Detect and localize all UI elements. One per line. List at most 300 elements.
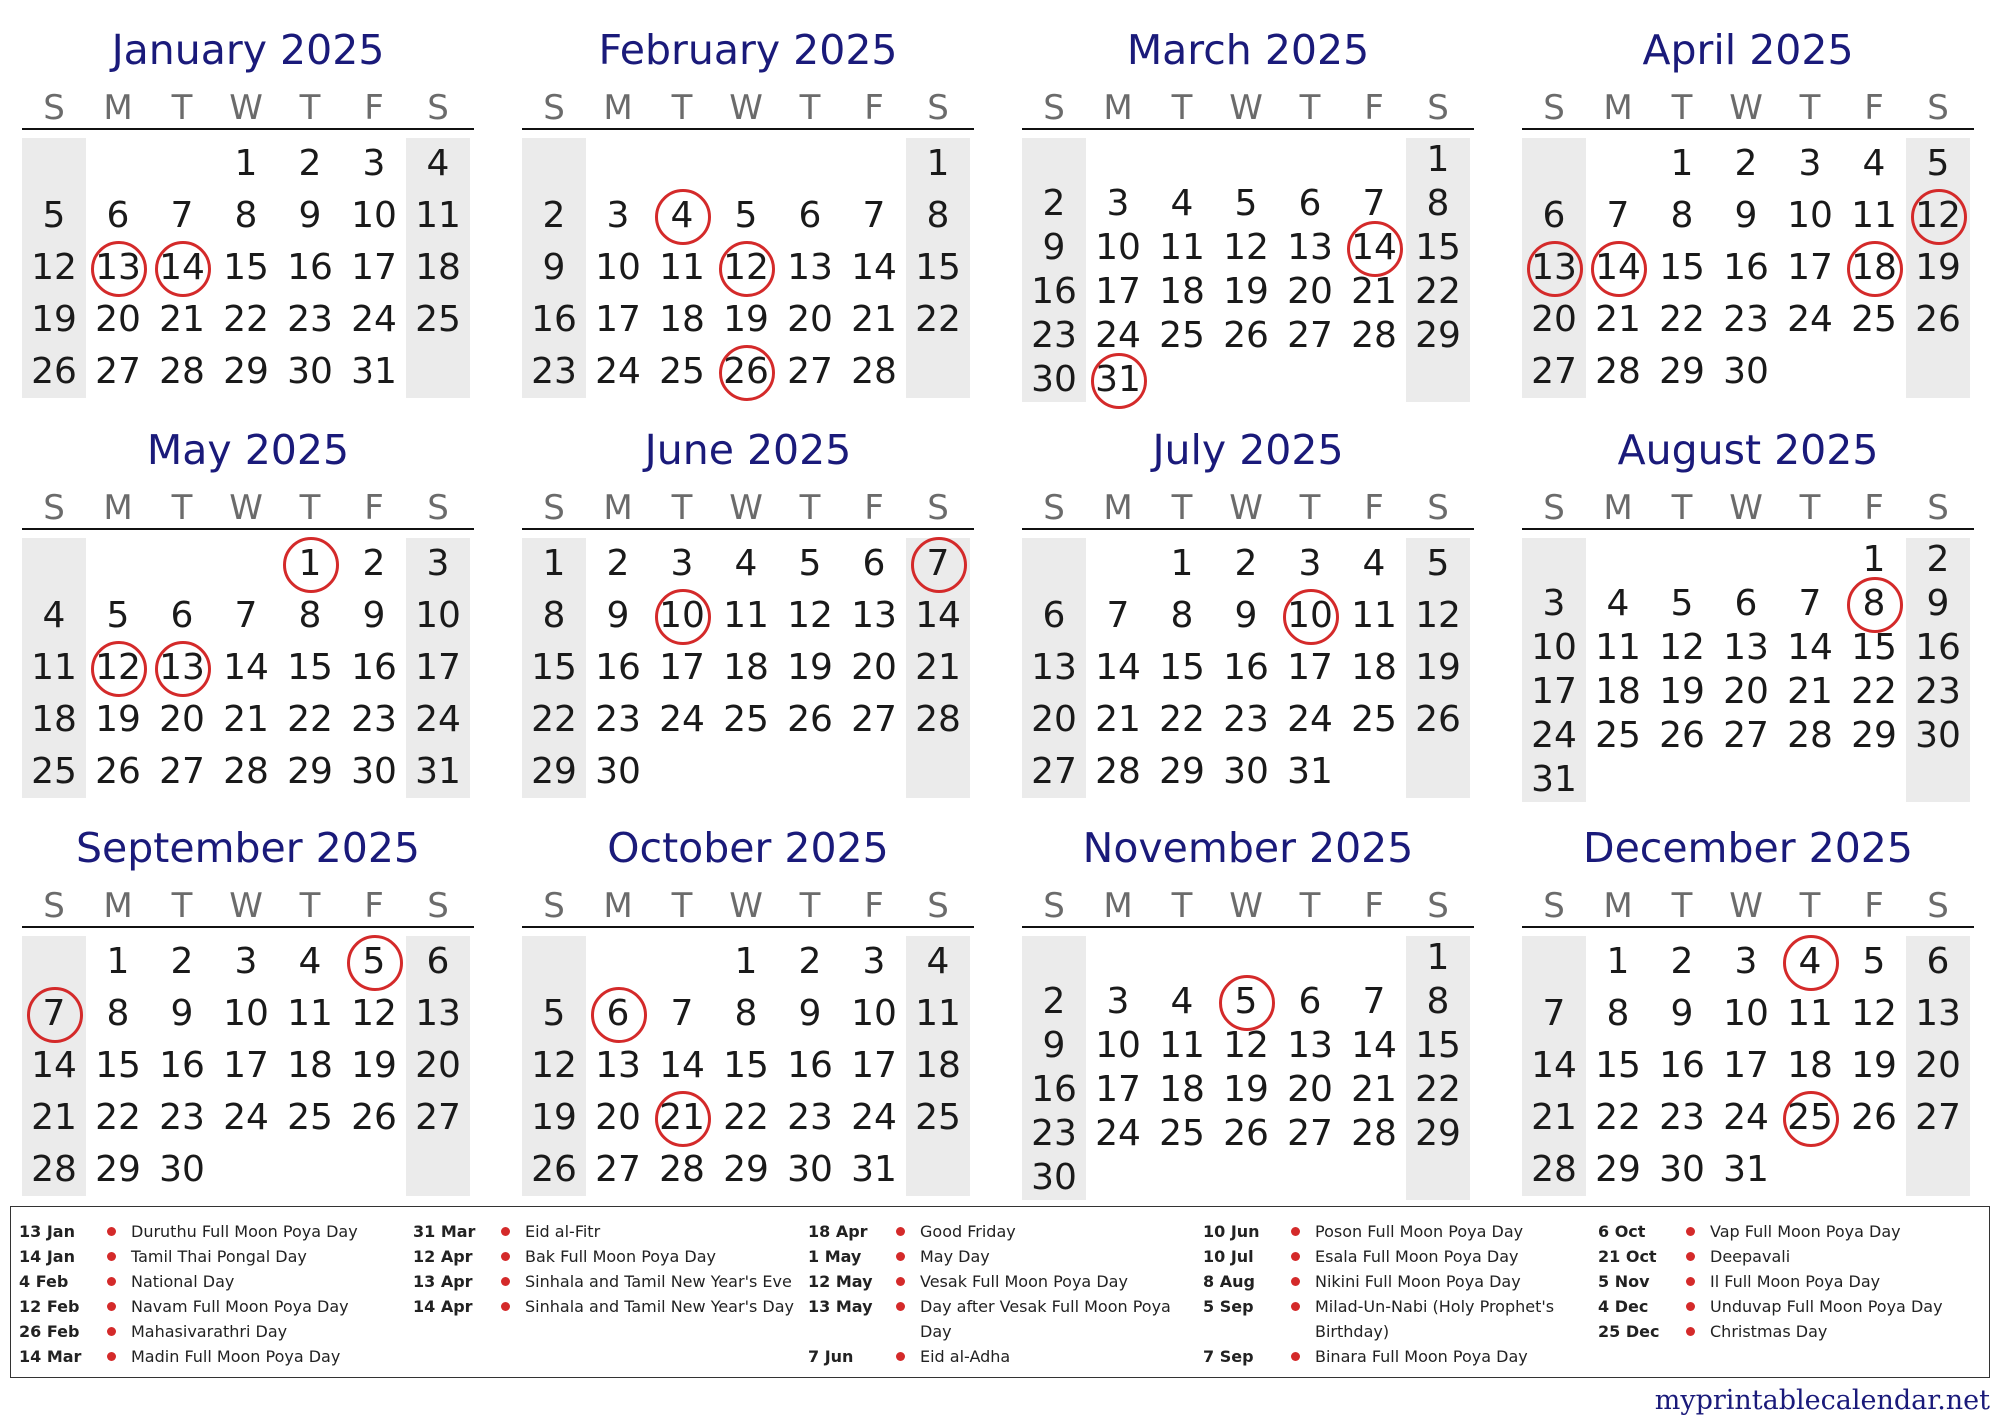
day-cell: 14 — [915, 595, 961, 636]
holiday-day: 12 — [714, 246, 778, 290]
day-cell: 27 — [787, 351, 833, 392]
weekday-header — [522, 488, 974, 530]
day-cell: 14 — [1531, 1045, 1577, 1086]
day-cell: 3 — [670, 543, 694, 584]
bullet-dot-icon — [896, 1252, 905, 1261]
day-cell: 9 — [1670, 993, 1694, 1034]
day-cell: 24 — [595, 351, 641, 392]
weekday-label: S — [543, 488, 565, 528]
weekday-label: T — [1671, 88, 1693, 128]
day-cell: 6 — [1926, 941, 1950, 982]
day-cell: 23 — [1031, 1113, 1077, 1154]
day-cell: 13 — [787, 247, 833, 288]
month-title: November 2025 — [1082, 824, 1414, 872]
day-cell: 3 — [1542, 583, 1566, 624]
holiday-day: 8 — [1842, 582, 1906, 626]
bullet-dot-icon — [896, 1227, 905, 1236]
bullet-dot-icon — [1686, 1327, 1695, 1336]
legend-date: 10 Jul — [1203, 1247, 1254, 1266]
weekday-label: F — [1364, 488, 1384, 528]
day-cell: 28 — [1787, 715, 1833, 756]
weekday-label: F — [1364, 886, 1384, 926]
day-cell: 18 — [31, 699, 77, 740]
day-cell: 11 — [915, 993, 961, 1034]
legend-holiday-name: Navam Full Moon Poya Day — [131, 1297, 349, 1316]
day-cell: 2 — [1234, 543, 1258, 584]
day-cell: 6 — [1298, 981, 1322, 1022]
legend-holiday-name: Esala Full Moon Poya Day — [1315, 1247, 1519, 1266]
legend-date: 21 Oct — [1598, 1247, 1657, 1266]
day-cell: 22 — [1415, 271, 1461, 312]
month-calendar — [1022, 808, 1474, 1208]
day-cell: 1 — [1426, 139, 1450, 180]
day-cell: 16 — [1659, 1045, 1705, 1086]
weekday-label: T — [299, 488, 321, 528]
legend-entry — [413, 1269, 808, 1294]
day-cell: 22 — [1595, 1097, 1641, 1138]
legend-column — [1598, 1219, 1993, 1344]
day-cell: 31 — [1531, 759, 1577, 800]
day-cell: 16 — [1915, 627, 1961, 668]
day-cell: 22 — [1851, 671, 1897, 712]
day-cell: 31 — [1287, 751, 1333, 792]
day-cell: 5 — [734, 195, 758, 236]
day-cell: 5 — [1862, 941, 1886, 982]
day-cell: 8 — [542, 595, 566, 636]
month-title: May 2025 — [146, 426, 350, 474]
month-title: August 2025 — [1617, 426, 1879, 474]
legend-holiday-name: Sinhala and Tamil New Year's Day — [525, 1297, 794, 1316]
day-cell: 20 — [159, 699, 205, 740]
day-cell: 14 — [851, 247, 897, 288]
day-cell: 13 — [1287, 227, 1333, 268]
legend-holiday-name: Eid al-Fitr — [525, 1222, 601, 1241]
weekday-label: T — [1671, 488, 1693, 528]
day-cell: 29 — [287, 751, 333, 792]
month-calendar — [1022, 10, 1474, 410]
day-cell: 7 — [170, 195, 194, 236]
day-cell: 8 — [298, 595, 322, 636]
day-cell: 17 — [415, 647, 461, 688]
month-calendar — [22, 808, 474, 1208]
day-cell: 12 — [1223, 1025, 1269, 1066]
day-cell: 22 — [915, 299, 961, 340]
day-cell: 17 — [1287, 647, 1333, 688]
day-cell: 3 — [862, 941, 886, 982]
legend-entry — [1598, 1269, 1993, 1294]
bullet-dot-icon — [107, 1302, 116, 1311]
day-cell: 18 — [1159, 1069, 1205, 1110]
weekday-label: W — [1729, 88, 1763, 128]
day-cell: 20 — [787, 299, 833, 340]
day-cell: 10 — [1723, 993, 1769, 1034]
day-cell: 7 — [670, 993, 694, 1034]
legend-date: 1 May — [808, 1247, 862, 1266]
legend-holiday-name: Poson Full Moon Poya Day — [1315, 1222, 1524, 1241]
day-cell: 19 — [1915, 247, 1961, 288]
day-cell: 27 — [1287, 1113, 1333, 1154]
legend-holiday-name: National Day — [131, 1272, 235, 1291]
month-title: June 2025 — [644, 426, 852, 474]
day-cell: 25 — [287, 1097, 333, 1138]
day-cell: 8 — [926, 195, 950, 236]
day-cell: 5 — [542, 993, 566, 1034]
legend-date: 26 Feb — [19, 1322, 80, 1341]
holiday-day: 14 — [1586, 246, 1650, 290]
day-cell: 27 — [1031, 751, 1077, 792]
legend-column — [413, 1219, 808, 1319]
day-cell: 16 — [595, 647, 641, 688]
holiday-day: 31 — [1086, 358, 1150, 402]
day-cell: 8 — [106, 993, 130, 1034]
holiday-day: 4 — [650, 194, 714, 238]
day-cell: 29 — [1659, 351, 1705, 392]
legend-date: 6 Oct — [1598, 1222, 1646, 1241]
weekday-label: S — [1427, 488, 1449, 528]
weekday-label: T — [799, 488, 821, 528]
day-cell: 6 — [1542, 195, 1566, 236]
legend-column — [19, 1219, 414, 1369]
day-cell: 8 — [1670, 195, 1694, 236]
day-cell: 15 — [1851, 627, 1897, 668]
holiday-day: 21 — [650, 1096, 714, 1140]
weekday-label: T — [1799, 88, 1821, 128]
day-cell: 16 — [351, 647, 397, 688]
day-cell: 3 — [1106, 183, 1130, 224]
day-cell: 10 — [1095, 1025, 1141, 1066]
bullet-dot-icon — [896, 1352, 905, 1361]
day-cell: 23 — [287, 299, 333, 340]
day-cell: 24 — [415, 699, 461, 740]
weekday-label: W — [1229, 886, 1263, 926]
holiday-day: 5 — [342, 940, 406, 984]
legend-date: 13 May — [808, 1297, 873, 1316]
day-cell: 10 — [595, 247, 641, 288]
day-cell: 20 — [1031, 699, 1077, 740]
legend-date: 14 Mar — [19, 1347, 82, 1366]
weekday-label: T — [1171, 886, 1193, 926]
weekday-header — [22, 886, 474, 928]
day-cell: 23 — [1723, 299, 1769, 340]
legend-date: 8 Aug — [1203, 1272, 1255, 1291]
day-cell: 24 — [1287, 699, 1333, 740]
legend-column — [1203, 1219, 1598, 1369]
day-cell: 24 — [1095, 315, 1141, 356]
legend-entry — [19, 1219, 414, 1244]
day-cell: 15 — [1415, 1025, 1461, 1066]
day-cell: 6 — [106, 195, 130, 236]
day-cell: 8 — [234, 195, 258, 236]
day-cell: 30 — [1723, 351, 1769, 392]
weekday-label: W — [1729, 886, 1763, 926]
day-cell: 8 — [734, 993, 758, 1034]
day-cell: 1 — [1170, 543, 1194, 584]
weekday-label: T — [1799, 886, 1821, 926]
day-cell: 26 — [1915, 299, 1961, 340]
day-cell: 23 — [1031, 315, 1077, 356]
day-cell: 25 — [1159, 1113, 1205, 1154]
day-cell: 11 — [1787, 993, 1833, 1034]
day-cell: 11 — [1159, 1025, 1205, 1066]
weekday-label: M — [1103, 886, 1133, 926]
weekday-label: S — [427, 488, 449, 528]
day-cell: 22 — [531, 699, 577, 740]
day-cell: 9 — [170, 993, 194, 1034]
bullet-dot-icon — [1291, 1277, 1300, 1286]
legend-date: 13 Jan — [19, 1222, 75, 1241]
holiday-day: 7 — [906, 542, 970, 586]
day-cell: 13 — [1723, 627, 1769, 668]
day-cell: 9 — [1042, 1025, 1066, 1066]
month-title: February 2025 — [598, 26, 898, 74]
holiday-day: 7 — [22, 992, 86, 1036]
bullet-dot-icon — [1291, 1352, 1300, 1361]
bullet-dot-icon — [896, 1277, 905, 1286]
day-cell: 3 — [1106, 981, 1130, 1022]
day-cell: 26 — [351, 1097, 397, 1138]
legend-holiday-name: Eid al-Adha — [920, 1347, 1011, 1366]
month-title: March 2025 — [1126, 26, 1370, 74]
day-cell: 16 — [159, 1045, 205, 1086]
day-cell: 29 — [1851, 715, 1897, 756]
weekday-label: M — [1603, 488, 1633, 528]
day-cell: 7 — [1362, 183, 1386, 224]
weekday-header — [522, 88, 974, 130]
day-cell: 4 — [42, 595, 66, 636]
day-cell: 30 — [159, 1149, 205, 1190]
weekday-label: M — [603, 886, 633, 926]
day-cell: 8 — [1170, 595, 1194, 636]
weekday-label: S — [43, 886, 65, 926]
day-cell: 25 — [31, 751, 77, 792]
day-cell: 2 — [1042, 981, 1066, 1022]
weekday-label: S — [543, 886, 565, 926]
weekday-label: T — [1799, 488, 1821, 528]
day-cell: 8 — [1606, 993, 1630, 1034]
holiday-day: 13 — [1522, 246, 1586, 290]
legend-entry — [1203, 1344, 1598, 1369]
day-cell: 27 — [415, 1097, 461, 1138]
day-cell: 16 — [531, 299, 577, 340]
day-cell: 22 — [1415, 1069, 1461, 1110]
weekday-label: T — [1671, 886, 1693, 926]
legend-entry — [1203, 1219, 1598, 1244]
day-cell: 30 — [1031, 359, 1077, 400]
weekday-label: S — [43, 88, 65, 128]
day-cell: 21 — [31, 1097, 77, 1138]
day-cell: 26 — [1223, 1113, 1269, 1154]
bullet-dot-icon — [1686, 1252, 1695, 1261]
day-cell: 9 — [362, 595, 386, 636]
day-cell: 16 — [787, 1045, 833, 1086]
holiday-day: 10 — [1278, 594, 1342, 638]
legend-entry — [808, 1244, 1203, 1269]
day-cell: 2 — [1926, 539, 1950, 580]
day-cell: 18 — [659, 299, 705, 340]
day-cell: 20 — [95, 299, 141, 340]
day-cell: 23 — [1659, 1097, 1705, 1138]
day-cell: 9 — [798, 993, 822, 1034]
day-cell: 24 — [1531, 715, 1577, 756]
day-cell: 23 — [531, 351, 577, 392]
day-cell: 5 — [798, 543, 822, 584]
day-cell: 18 — [1595, 671, 1641, 712]
legend-holiday-name: Day after Vesak Full Moon Poya Day — [920, 1297, 1171, 1341]
legend-holiday-name: Milad-Un-Nabi (Holy Prophet's Birthday) — [1315, 1297, 1555, 1341]
day-cell: 27 — [1531, 351, 1577, 392]
bullet-dot-icon — [501, 1252, 510, 1261]
weekday-label: M — [1103, 488, 1133, 528]
day-cell: 26 — [1415, 699, 1461, 740]
legend-date: 12 Apr — [413, 1247, 473, 1266]
day-cell: 9 — [1926, 583, 1950, 624]
holiday-day: 12 — [86, 646, 150, 690]
day-cell: 30 — [287, 351, 333, 392]
day-cell: 23 — [351, 699, 397, 740]
legend-entry — [413, 1294, 808, 1319]
day-cell: 7 — [1106, 595, 1130, 636]
weekday-label: M — [103, 886, 133, 926]
day-cell: 28 — [1351, 315, 1397, 356]
day-cell: 11 — [1351, 595, 1397, 636]
day-cell: 28 — [1531, 1149, 1577, 1190]
day-cell: 25 — [915, 1097, 961, 1138]
day-cell: 3 — [234, 941, 258, 982]
weekday-label: M — [1603, 88, 1633, 128]
day-cell: 28 — [915, 699, 961, 740]
day-cell: 14 — [659, 1045, 705, 1086]
day-cell: 24 — [1787, 299, 1833, 340]
day-cell: 27 — [595, 1149, 641, 1190]
day-cell: 7 — [862, 195, 886, 236]
day-cell: 19 — [1415, 647, 1461, 688]
legend-entry — [1598, 1294, 1993, 1319]
day-cell: 11 — [287, 993, 333, 1034]
day-cell: 28 — [1595, 351, 1641, 392]
day-cell: 25 — [1351, 699, 1397, 740]
day-cell: 26 — [531, 1149, 577, 1190]
legend-holiday-name: Mahasivarathri Day — [131, 1322, 288, 1341]
holiday-day: 13 — [86, 246, 150, 290]
holiday-day: 25 — [1778, 1096, 1842, 1140]
day-cell: 18 — [1159, 271, 1205, 312]
day-cell: 12 — [31, 247, 77, 288]
day-cell: 11 — [31, 647, 77, 688]
day-cell: 17 — [1095, 1069, 1141, 1110]
weekday-label: T — [671, 88, 693, 128]
day-cell: 31 — [851, 1149, 897, 1190]
bullet-dot-icon — [896, 1302, 905, 1311]
legend-entry — [413, 1219, 808, 1244]
month-calendar — [522, 10, 974, 410]
day-cell: 4 — [1170, 183, 1194, 224]
legend-entry — [1203, 1294, 1598, 1344]
day-cell: 5 — [106, 595, 130, 636]
day-cell: 4 — [734, 543, 758, 584]
legend-date: 7 Jun — [808, 1347, 854, 1366]
day-cell: 22 — [223, 299, 269, 340]
legend-date: 5 Sep — [1203, 1297, 1254, 1316]
day-cell: 13 — [595, 1045, 641, 1086]
legend-holiday-name: Duruthu Full Moon Poya Day — [131, 1222, 358, 1241]
weekday-label: T — [1299, 488, 1321, 528]
day-cell: 20 — [1287, 1069, 1333, 1110]
weekday-label: W — [1229, 488, 1263, 528]
weekday-label: W — [1729, 488, 1763, 528]
legend-date: 7 Sep — [1203, 1347, 1254, 1366]
weekday-header — [1522, 88, 1974, 130]
day-cell: 4 — [926, 941, 950, 982]
weekday-label: F — [1864, 88, 1884, 128]
legend-date: 31 Mar — [413, 1222, 476, 1241]
day-cell: 25 — [1851, 299, 1897, 340]
holiday-day: 1 — [278, 542, 342, 586]
weekday-label: T — [299, 88, 321, 128]
weekday-label: S — [43, 488, 65, 528]
day-cell: 17 — [351, 247, 397, 288]
day-cell: 15 — [1595, 1045, 1641, 1086]
day-cell: 20 — [595, 1097, 641, 1138]
day-cell: 18 — [415, 247, 461, 288]
legend-holiday-name: Vesak Full Moon Poya Day — [920, 1272, 1128, 1291]
day-cell: 19 — [351, 1045, 397, 1086]
day-cell: 10 — [351, 195, 397, 236]
bullet-dot-icon — [1291, 1227, 1300, 1236]
day-cell: 8 — [1426, 183, 1450, 224]
day-cell: 29 — [95, 1149, 141, 1190]
legend-entry — [808, 1294, 1203, 1344]
day-cell: 14 — [223, 647, 269, 688]
day-cell: 12 — [787, 595, 833, 636]
day-cell: 19 — [723, 299, 769, 340]
holiday-day: 14 — [150, 246, 214, 290]
weekday-label: S — [927, 88, 949, 128]
legend-entry — [1203, 1244, 1598, 1269]
holiday-day: 14 — [1342, 226, 1406, 270]
site-watermark: myprintablecalendar.net — [1654, 1385, 1990, 1416]
day-cell: 4 — [298, 941, 322, 982]
day-cell: 16 — [287, 247, 333, 288]
day-cell: 25 — [1595, 715, 1641, 756]
day-cell: 9 — [1042, 227, 1066, 268]
weekday-label: S — [1927, 88, 1949, 128]
legend-column — [808, 1219, 1203, 1369]
day-cell: 6 — [862, 543, 886, 584]
day-cell: 22 — [1659, 299, 1705, 340]
day-cell: 2 — [606, 543, 630, 584]
day-cell: 10 — [1095, 227, 1141, 268]
weekday-label: T — [671, 488, 693, 528]
day-cell: 2 — [362, 543, 386, 584]
month-calendar — [1522, 10, 1974, 410]
weekday-label: S — [1543, 488, 1565, 528]
bullet-dot-icon — [1686, 1227, 1695, 1236]
day-cell: 9 — [1734, 195, 1758, 236]
day-cell: 7 — [234, 595, 258, 636]
legend-entry — [19, 1319, 414, 1344]
day-cell: 17 — [595, 299, 641, 340]
day-cell: 5 — [1670, 583, 1694, 624]
legend-entry — [1598, 1319, 1993, 1344]
weekday-label: F — [364, 886, 384, 926]
weekday-label: S — [1043, 886, 1065, 926]
weekday-label: T — [799, 886, 821, 926]
day-cell: 25 — [659, 351, 705, 392]
day-cell: 11 — [1851, 195, 1897, 236]
day-cell: 25 — [415, 299, 461, 340]
day-cell: 30 — [595, 751, 641, 792]
legend-holiday-name: Sinhala and Tamil New Year's Eve — [525, 1272, 792, 1291]
